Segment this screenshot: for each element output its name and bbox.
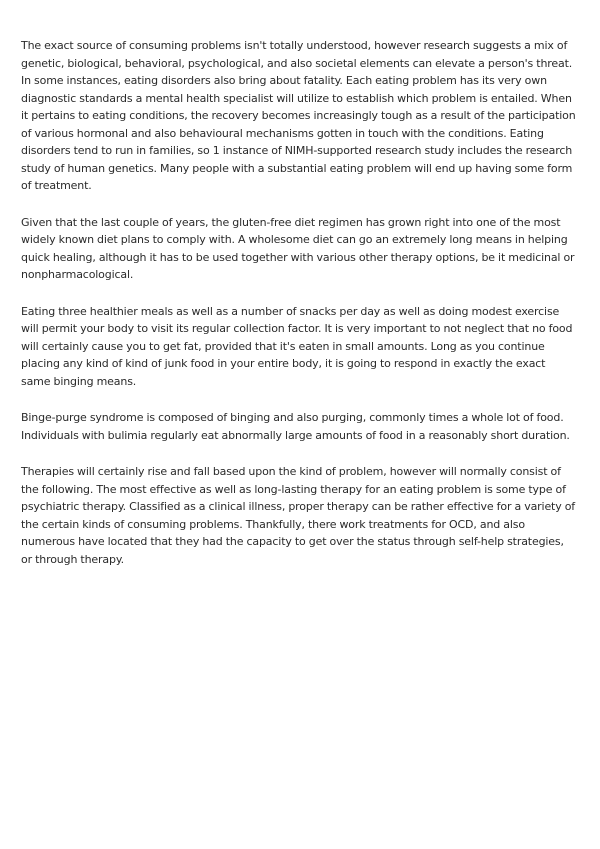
paragraph-binge-purge: Binge-purge syndrome is composed of binging and also purging, commonly times a whole lot of food. Individuals with bulimia regularly eat abnormally large amounts of food in a reasonably short duration. [21,411,570,442]
paragraph-meals: Eating three healthier meals as well as a number of snacks per day as well as doing modest exercise will permit your body to visit its regular collection factor. It is very important to not neglect that no food will certainly cause you to get fat, provided that it's eaten in small amounts. Long as you continue placing any kind of kind of junk food in your entire body, it is going to respond in exactly the exact same binging means. [21,304,573,388]
paragraph-gluten-free: Given that the last couple of years, the gluten-free diet regimen has grown right into one of the most widely known diet plans to comply with. A wholesome diet can go an extremely long means in helping quick healing, although it has to be used together with various other therapy options, be it medicinal or nonpharmacological. [21,215,575,281]
paragraph-therapies: Therapies will certainly rise and fall based upon the kind of problem, however will normally consist of the following. The most effective as well as long-lasting therapy for an eating problem is some type of psychiatric therapy. Classified as a clinical illness, proper therapy can be rather effective for a variety of the certain kinds of consuming problems. Thankfully, there work treatments for OCD, and also numerous have located that they had the capacity to get over the status through self-help strategies, or through therapy. [21,465,576,566]
paragraph-causes: The exact source of consuming problems isn't totally understood, however research suggests a mix of genetic, biological, behavioral, psychological, and also societal elements can elevate a person's threat. In some instances, eating disorders also bring about fatality. Each eating problem has its very own diagnostic standards a mental health specialist will utilize to establish which problem is entailed. When it pertains to eating conditions, the recovery becomes increasingly tough as a result of the participation of various hormonal and also behavioural mechanisms gotten in touch with the conditions. Eating disorders tend to run in families, so 1 instance of NIMH-supported research study includes the research study of human genetics. Many people with a substantial eating problem will end up having some form of treatment. [21,39,576,192]
document-body [21,37,577,587]
